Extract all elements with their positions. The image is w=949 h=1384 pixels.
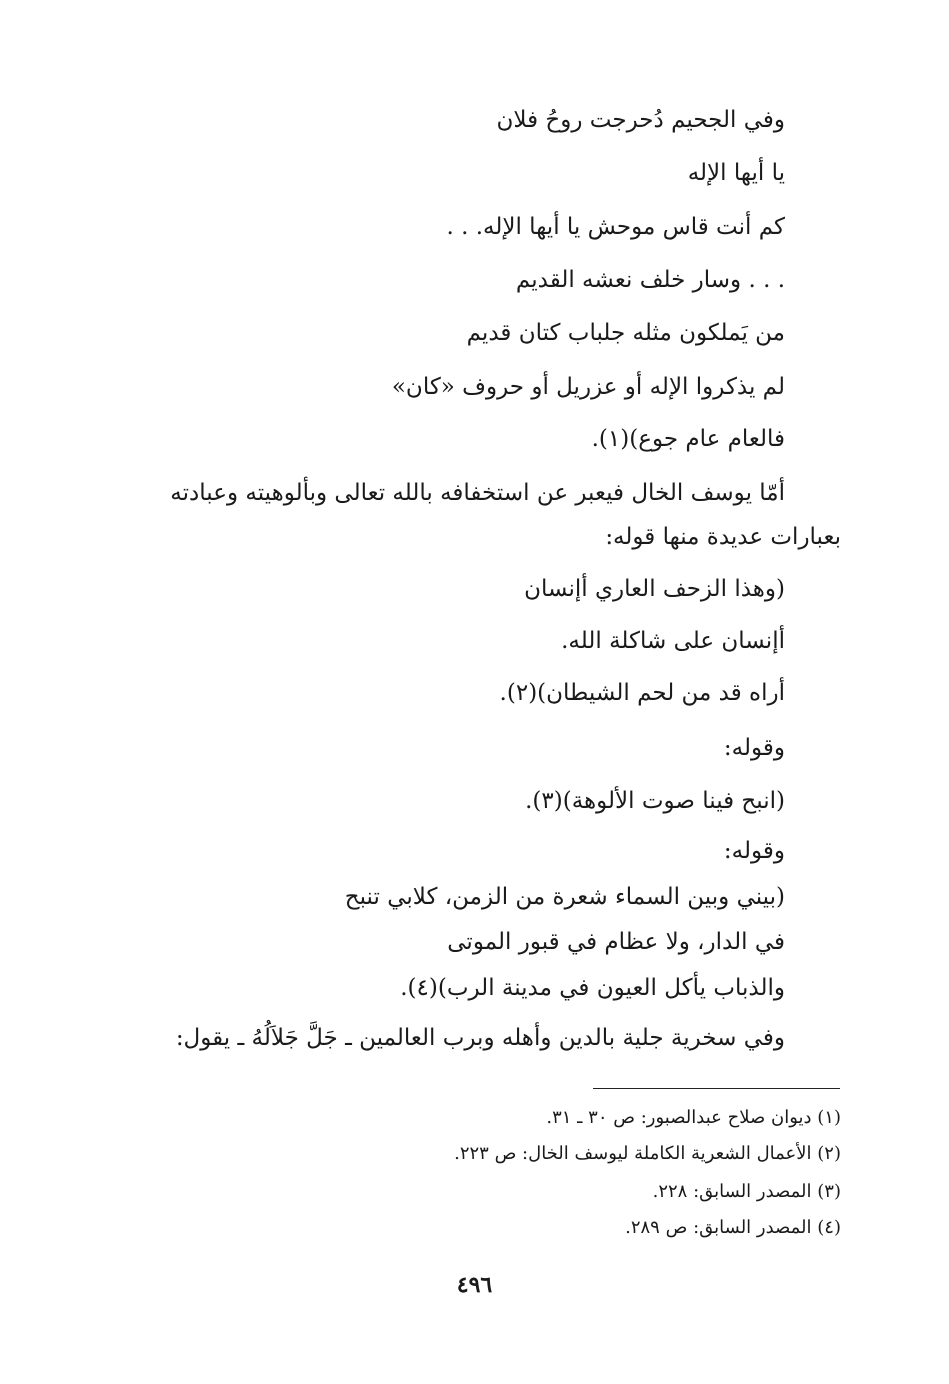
paragraph-line-3: وفي سخرية جلية بالدين وأهله وبرب العالمين ـ جَلَّ جَلاَلُهُ ـ يقول: bbox=[175, 1025, 785, 1051]
quote-line-6: في الدار، ولا عظام في قبور الموتى bbox=[447, 929, 785, 955]
verse-line-3: كم أنت قاس موحش يا أيها الإله. . . bbox=[446, 214, 785, 240]
quote-line-4: (انبح فينا صوت الألوهة)(٣). bbox=[525, 788, 785, 814]
quote-line-2: أإنسان على شاكلة الله. bbox=[561, 628, 785, 654]
footnote-separator bbox=[593, 1088, 840, 1089]
intro-line-2: وقوله: bbox=[723, 838, 785, 864]
quote-line-1: (وهذا الزحف العاري أإنسان bbox=[524, 576, 785, 602]
intro-line-1: وقوله: bbox=[723, 735, 785, 761]
verse-line-1: وفي الجحيم دُحرجت روحُ فلان bbox=[496, 107, 785, 133]
footnote-2: (٢) الأعمال الشعرية الكاملة ليوسف الخال: ص ٢٢٣. bbox=[454, 1143, 841, 1164]
footnote-3: (٣) المصدر السابق: ٢٢٨. bbox=[652, 1181, 841, 1202]
paragraph-line-1: أمّا يوسف الخال فيعبر عن استخفافه بالله تعالى وبألوهيته وعبادته bbox=[170, 480, 785, 506]
quote-line-5: (بيني وبين السماء شعرة من الزمن، كلابي تنبح bbox=[344, 884, 785, 910]
page-number: ٤٩٦ bbox=[456, 1272, 493, 1298]
footnote-1: (١) ديوان صلاح عبدالصبور: ص ٣٠ ـ ٣١. bbox=[546, 1107, 841, 1128]
verse-line-6: لم يذكروا الإله أو عزريل أو حروف «كان» bbox=[391, 374, 785, 400]
verse-line-7: فالعام عام جوع)(١). bbox=[591, 426, 785, 452]
verse-line-5: من يَملكون مثله جلباب كتان قديم bbox=[466, 320, 785, 346]
paragraph-line-2: بعبارات عديدة منها قوله: bbox=[605, 524, 841, 550]
footnote-4: (٤) المصدر السابق: ص ٢٨٩. bbox=[625, 1217, 841, 1238]
quote-line-7: والذباب يأكل العيون في مدينة الرب)(٤). bbox=[400, 975, 785, 1001]
verse-line-2: يا أيها الإله bbox=[687, 160, 785, 186]
verse-line-4: . . . وسار خلف نعشه القديم bbox=[515, 267, 785, 293]
quote-line-3: أراه قد من لحم الشيطان)(٢). bbox=[499, 680, 785, 706]
